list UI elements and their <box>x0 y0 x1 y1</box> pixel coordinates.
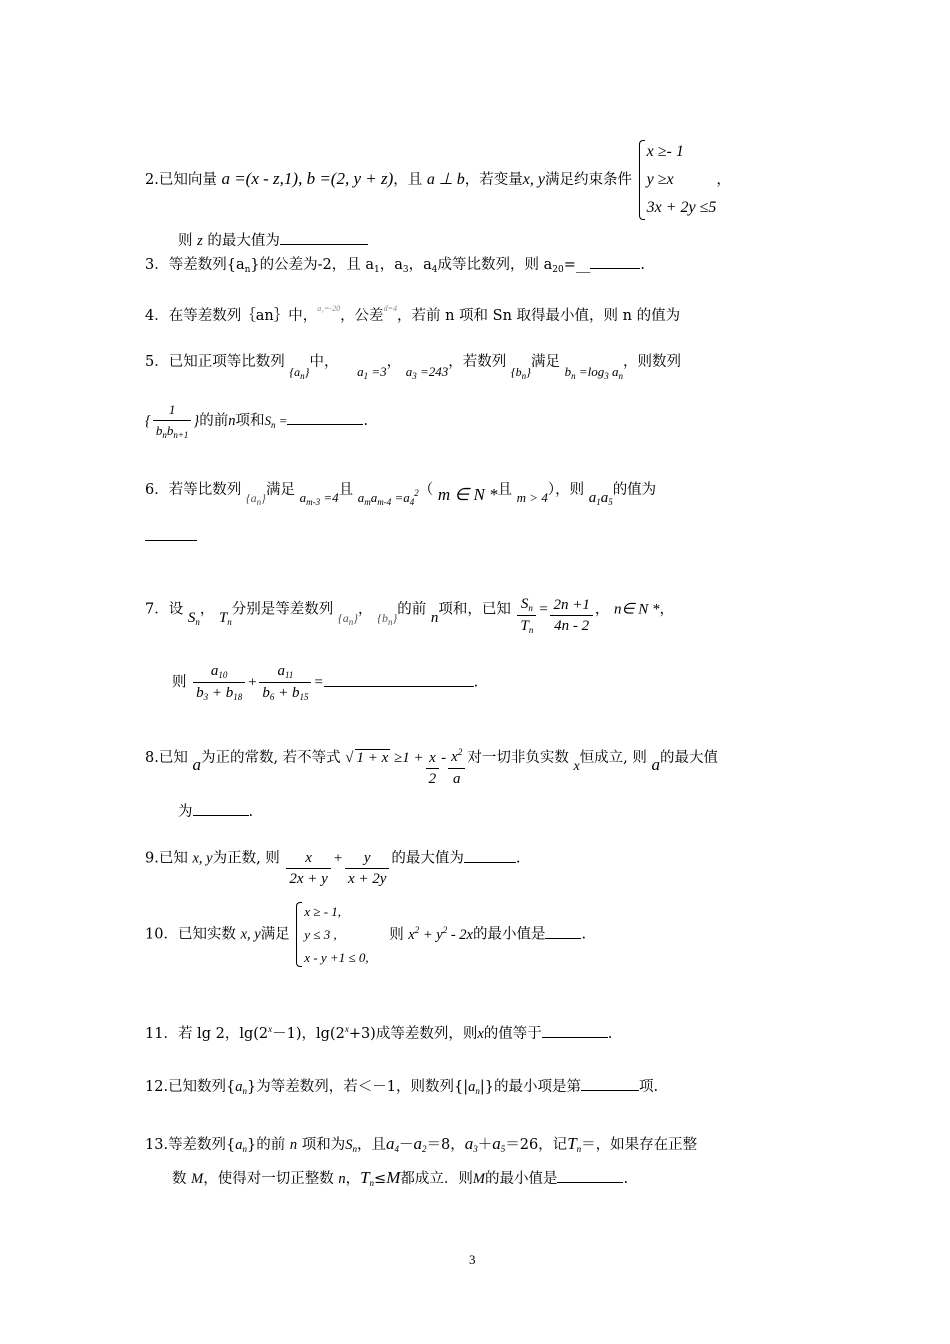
problem-6: 6．若等比数列 $_{\{a_n\}}$满足 $a_{m-3} =4$且 $a_ma_{m-4} =a_4^2$（ m ∈ N *且 m > 4），则 $a_1a_5$的值为 <box>145 482 657 507</box>
problem-number: 2. <box>145 172 159 188</box>
constraint-system: x ≥ - 1, y ≤ 3 , x - y +1 ≤ 0, <box>294 900 368 969</box>
problem-4: 4．在等差数列｛an｝中，$^{a_1=-20}$，公差$^{d=4}$，若前 n 项和 Sn 取得最小值，则 n 的值为 <box>145 304 681 324</box>
answer-blank[interactable] <box>145 540 197 541</box>
answer-blank[interactable] <box>590 254 640 269</box>
problem-13: 13.等差数列$\{a_n\}$的前 n 项和为$S_n$，且a4－a2＝8，a3＋a5＝26，记Tn＝，如果存在正整 <box>145 1134 698 1154</box>
problem-5: 5．已知正项等比数列 $_{\{a_n\}}$中， $a_1 =3$， $a_3 =243$，若数列 $_{\{b_n\}}$满足 $b_n =\log_3$ $a_n$，则数列 <box>145 354 681 381</box>
problem-5-line-2: { $\frac{1}{b_nb_{n+1}}$ }的前n项和$S_n$ = . <box>145 402 369 440</box>
problem-13-line-2: 数 M，使得对一切正整数 n，Tn≤M都成立．则M的最小值是 . <box>172 1168 629 1188</box>
constraint-system: x ≥- 1 y ≥x 3x + 2y ≤5 <box>637 138 717 222</box>
answer-blank[interactable] <box>324 672 474 687</box>
problem-8: 8.已知 a为正的常数, 若不等式 √ 1 + x ≥1 + $\frac{x}{2}$ - $\frac{x^2}{a}$ 对一切非负实数 x恒成立, 则 a的最大值 <box>145 747 718 787</box>
problem-7-line-2: 则 $\frac{a_{10}}{b_3 + b_{18}}$ + $\frac{a_{11}}{b_6 + b_{15}}$ = . <box>172 663 479 702</box>
answer-blank[interactable] <box>464 848 516 863</box>
page-number: 3 <box>469 1252 476 1267</box>
problem-12: 12.已知数列$\{a_n\}$为等差数列，若＜－1，则数列$\{|a_n|\}$的最小项是第 项. <box>145 1075 658 1096</box>
problem-11: 11．若 lg 2，$\lg(2^x-1)$，$\lg(2^x+3)$成等差数列，则x的值等于 . <box>145 1024 613 1042</box>
problem-10: 10．已知实数 x, y满足 x ≥ - 1, y ≤ 3 , x - y +1 ≤ 0, 则 $x^2 + y^2 - 2x$的最小值是 . <box>145 900 586 969</box>
problem-2-line-2: 则 z 的最大值为 <box>178 229 368 250</box>
problem-3: 3．等差数列$\{a_n\}$的公差为-2，且 $a_1$，$a_3$，$a_4$成等比数列，则 $a_{20}=\_\_$ . <box>145 253 645 274</box>
answer-blank[interactable] <box>280 230 368 245</box>
answer-blank[interactable] <box>193 801 249 816</box>
answer-blank[interactable] <box>557 1168 623 1183</box>
answer-blank[interactable] <box>542 1023 608 1038</box>
vector-expression: a =(x - z,1), b =(2, y + z) <box>221 169 394 188</box>
problem-8-line-2: 为 . <box>178 800 253 821</box>
problem-9: 9.已知 x, y为正数, 则 $\frac{x}{2x + y}$ + $\frac{y}{x + 2y}$ 的最大值为 . <box>145 838 521 879</box>
problem-7: 7．设 $S_n$， $T_n$分别是等差数列 $_{\{a_n\}}$， $_{\{b_n\}}$的前 n项和，已知 $\frac{S_n}{T_n}$ = $\frac{2n +1}{4n - 2}$ ， n∈ N *， <box>145 596 675 635</box>
answer-blank[interactable] <box>287 410 363 425</box>
answer-blank[interactable] <box>545 924 581 939</box>
problem-2: 2.已知向量 a =(x - z,1), b =(2, y + z)，且 a ⊥ b，若变量x, y满足约束条件 x ≥- 1 y ≥x 3x + 2y ≤5 ， <box>145 138 731 222</box>
answer-blank[interactable] <box>581 1076 639 1091</box>
